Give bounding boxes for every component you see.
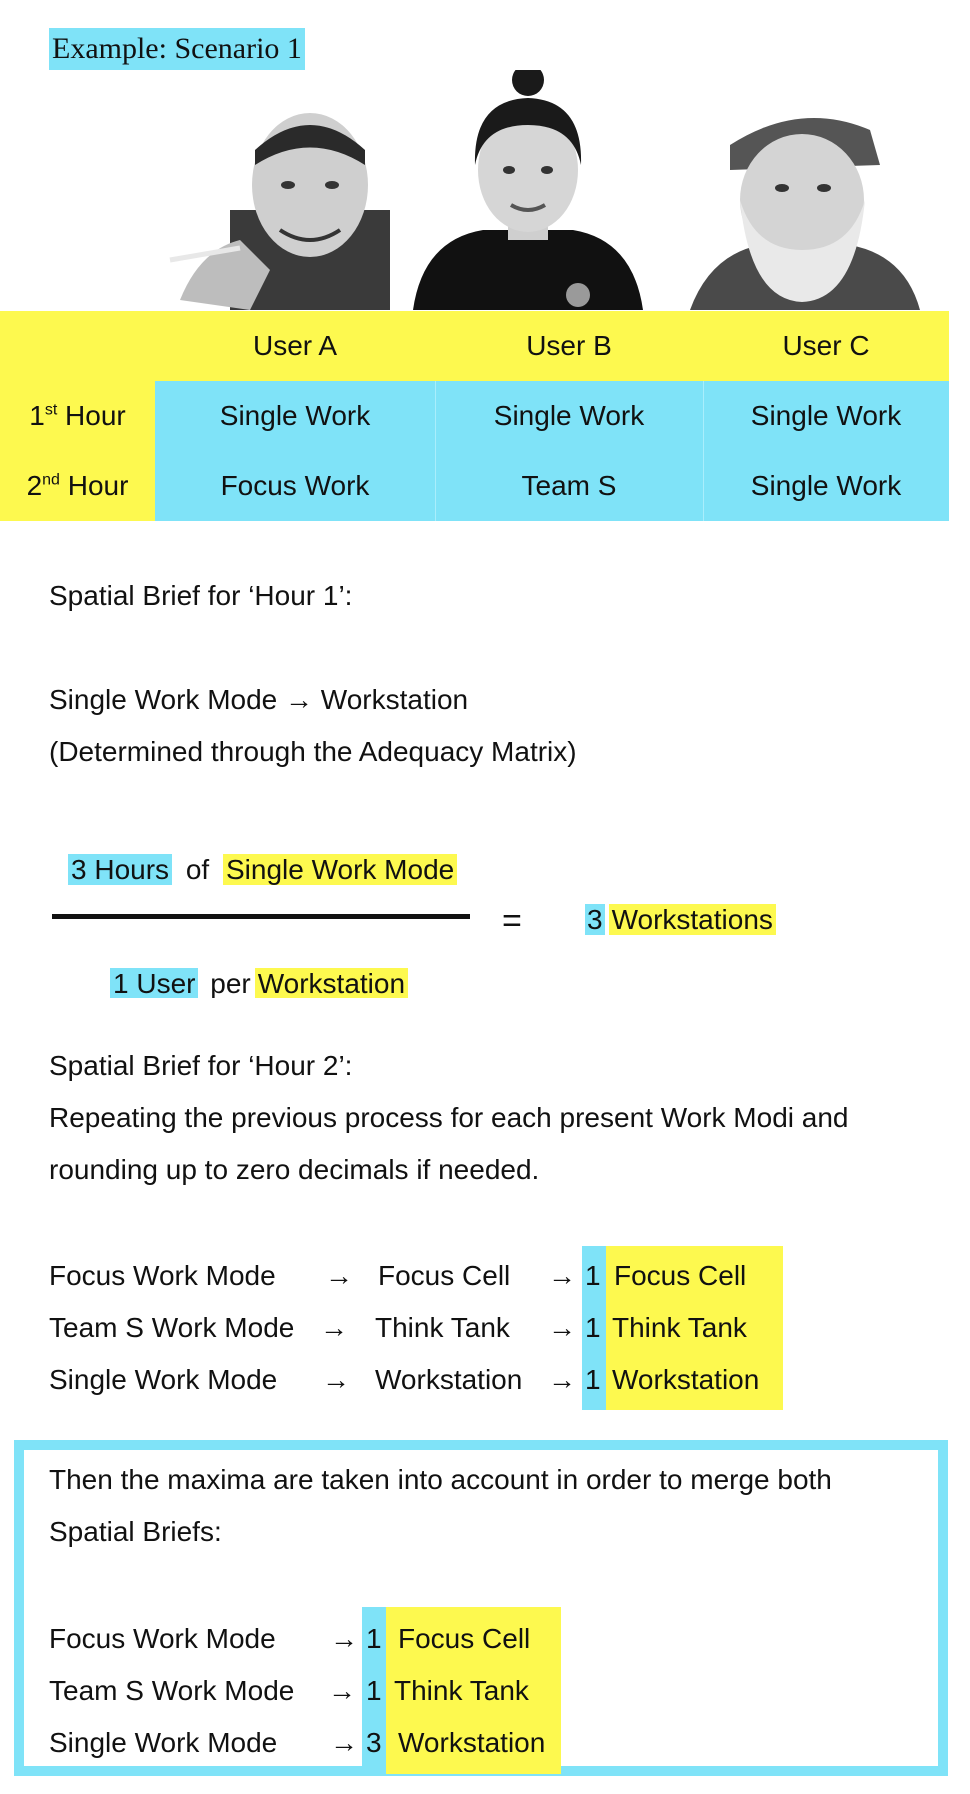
fraction-bar [52,914,470,919]
brief-2-line-1: Repeating the previous process for each present Work Modi and [49,1102,849,1133]
merge-line-2: Spatial Briefs: [49,1516,222,1547]
user-c-portrait-icon [690,70,920,310]
arrow-icon: → [548,1260,576,1291]
user-c-portrait [690,70,920,310]
arrow-icon: → [548,1364,576,1395]
formula-den-per: per [210,968,251,998]
row-label-hour-1: 1st Hour [0,381,155,451]
user-a-portrait [160,70,390,310]
formula-result-count: 3 [587,904,603,935]
brief-1-heading: Spatial Brief for ‘Hour 1’: [49,580,353,611]
brief-2-heading: Spatial Brief for ‘Hour 2’: [49,1050,353,1081]
table-cell: Single Work [703,451,949,521]
arrow-icon: → [330,1727,358,1758]
formula-num-mode: Single Work Mode [223,854,457,885]
formula-num-hours: 3 Hours [68,854,172,885]
arrow-icon: → [548,1312,576,1343]
table-header-user-c: User C [782,330,870,361]
merge-line-1: Then the maxima are taken into account in order to merge both [49,1464,832,1495]
user-b-portrait [413,70,643,310]
user-b-portrait-icon [413,70,643,310]
formula-den-ws: Workstation [255,968,408,998]
arrow-icon: → [325,1260,353,1291]
table-cell: Single Work [435,381,703,451]
table-cell: Focus Work [155,451,435,521]
formula-result [585,894,776,946]
formula-result-label: Workstations [609,904,776,935]
formula-denominator [110,958,408,998]
formula-equals: = [502,902,522,940]
table-header-user-b: User B [526,330,612,361]
arrow-icon: → [320,1312,348,1343]
brief-2-line-2: rounding up to zero decimals if needed. [49,1154,540,1185]
brief-1-line-1: Single Work Mode → Workstation [49,684,469,715]
page-title: Example: Scenario 1 [49,28,305,70]
table-cell: Team S [435,451,703,521]
formula-num-of: of [185,854,210,885]
table-header-row [0,311,949,381]
arrow-icon: → [328,1675,356,1706]
table-header-user-a: User A [252,330,338,361]
arrow-icon: → [322,1364,350,1395]
arrow-icon: → [330,1623,358,1654]
table-row [0,451,949,521]
brief-1-line-2: (Determined through the Adequacy Matrix) [49,736,577,767]
table-row [0,381,949,451]
formula-den-user: 1 User [110,968,198,998]
table-cell: Single Work [703,381,949,451]
user-a-portrait-icon [160,70,390,310]
row-label-hour-2: 2nd Hour [0,451,155,521]
table-header-corner [0,311,155,381]
table-cell: Single Work [155,381,435,451]
formula-numerator [68,844,457,896]
